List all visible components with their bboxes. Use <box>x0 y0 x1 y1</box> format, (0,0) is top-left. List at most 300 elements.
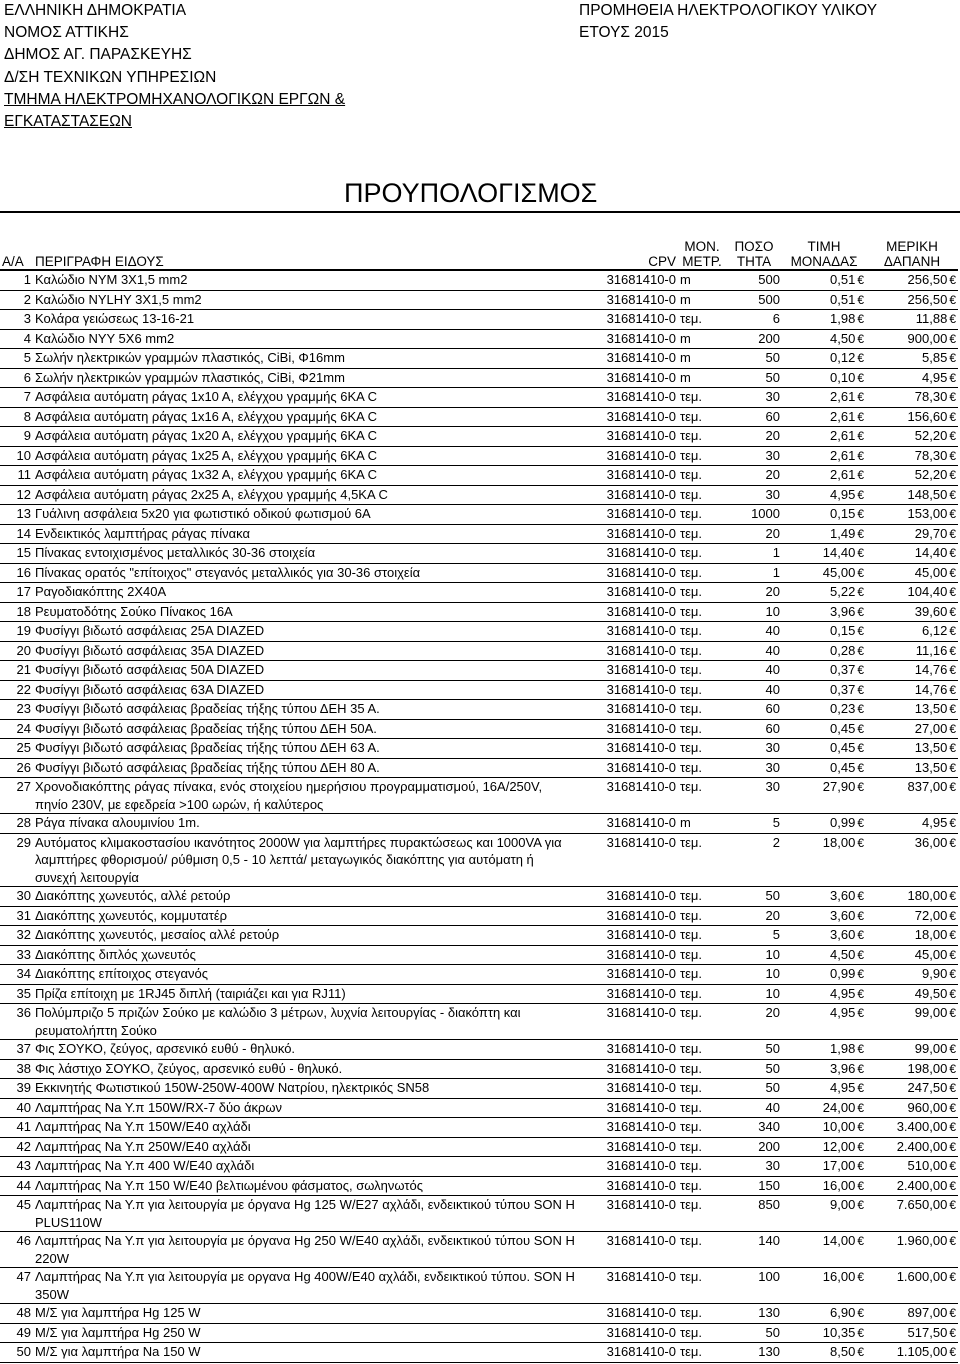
row-qty: 40 <box>726 641 782 661</box>
euro-icon: € <box>857 889 864 903</box>
row-partial-cost-value: 13,50 <box>914 701 948 716</box>
row-partial-cost-value: 39,60 <box>914 603 948 619</box>
row-cpv: 31681410-0 <box>578 1040 678 1060</box>
row-unit: τεμ. <box>678 833 726 887</box>
row-description: Ασφάλεια αυτόματη ράγας 1x16 A, ελέγχου γραμμής 6ΚΑ C <box>33 407 578 427</box>
row-description: Διακόπτης διπλός χωνευτός <box>33 945 578 965</box>
row-description: Ασφάλεια αυτόματη ράγας 1x32 A, ελέγχου γραμμής 6ΚΑ C <box>33 466 578 486</box>
row-unit: τεμ. <box>678 719 726 739</box>
row-cpv: 31681410-0 <box>578 1232 678 1268</box>
row-unit: τεμ. <box>678 407 726 427</box>
col-header-partial: ΜΕΡΙΚΗ ΔΑΠΑΝΗ <box>866 232 958 270</box>
row-unit-price-value: 0,15 <box>830 623 856 638</box>
row-number: 11 <box>0 466 33 486</box>
euro-icon: € <box>949 986 956 1001</box>
row-unit: τεμ. <box>678 583 726 603</box>
row-description: Χρονοδιακόπτης ράγας πίνακα, ενός στοιχείου ημερήσιου προγραμματισμού, 16A/250V, πηνίο 230V, με εφεδρεία >100 ωρών, ή καλύτερος <box>33 778 578 814</box>
table-row <box>0 583 958 603</box>
row-unit: τεμ. <box>678 661 726 681</box>
euro-icon: € <box>949 487 956 502</box>
row-description: Ασφάλεια αυτόματη ράγας 1x25 A, ελέγχου γραμμής 6ΚΑ C <box>33 446 578 466</box>
row-number: 49 <box>0 1323 33 1343</box>
euro-icon: € <box>949 448 956 463</box>
euro-icon: € <box>949 663 956 677</box>
row-qty: 20 <box>726 1004 782 1040</box>
row-unit-price <box>782 1098 866 1118</box>
row-number: 7 <box>0 388 33 408</box>
row-partial-cost <box>866 407 958 427</box>
row-qty: 200 <box>726 1137 782 1157</box>
euro-icon: € <box>949 1270 956 1284</box>
row-partial-cost <box>866 758 958 778</box>
row-unit-price <box>782 641 866 661</box>
table-row <box>0 1268 958 1304</box>
row-qty: 20 <box>726 524 782 544</box>
row-unit-price <box>782 622 866 642</box>
row-partial-cost-value: 99,00 <box>914 1005 948 1020</box>
row-unit-price-value: 0,28 <box>830 642 856 658</box>
row-partial-cost <box>866 926 958 946</box>
row-cpv: 31681410-0 <box>578 1098 678 1118</box>
row-partial-cost-value: 3.400,00 <box>896 1119 948 1134</box>
row-qty: 1 <box>726 563 782 583</box>
euro-icon: € <box>857 429 864 443</box>
row-unit-price <box>782 1176 866 1196</box>
euro-icon: € <box>949 1081 956 1095</box>
row-cpv: 31681410-0 <box>578 739 678 759</box>
euro-icon: € <box>857 663 864 677</box>
row-qty: 30 <box>726 778 782 814</box>
row-partial-cost-value: 13,50 <box>914 740 948 755</box>
table-row <box>0 1004 958 1040</box>
row-partial-cost <box>866 368 958 388</box>
row-unit: τεμ. <box>678 984 726 1004</box>
euro-icon: € <box>857 331 864 346</box>
row-description: Φυσίγγι βιδωτό ασφάλειας βραδείας τήξης τύπου ΔΕΗ 35 Α. <box>33 700 578 720</box>
row-partial-cost-value: 247,50 <box>907 1080 948 1095</box>
row-unit-price-value: 0,99 <box>830 966 856 981</box>
table-row <box>0 466 958 486</box>
euro-icon: € <box>857 390 864 404</box>
euro-icon: € <box>857 312 864 326</box>
row-number: 21 <box>0 661 33 681</box>
euro-icon: € <box>949 292 956 307</box>
table-row <box>0 1157 958 1177</box>
row-cpv: 31681410-0 <box>578 524 678 544</box>
euro-icon: € <box>857 1100 864 1115</box>
euro-icon: € <box>949 1006 956 1020</box>
row-partial-cost <box>866 906 958 926</box>
row-unit: τεμ. <box>678 700 726 720</box>
row-partial-cost-value: 9,90 <box>922 966 948 981</box>
euro-icon: € <box>857 448 864 463</box>
euro-icon: € <box>949 1234 956 1248</box>
row-cpv: 31681410-0 <box>578 1157 678 1177</box>
table-row <box>0 984 958 1004</box>
row-number: 50 <box>0 1343 33 1363</box>
row-partial-cost <box>866 661 958 681</box>
row-partial-cost-value: 13,50 <box>914 759 948 775</box>
row-cpv: 31681410-0 <box>578 290 678 310</box>
row-number: 26 <box>0 758 33 778</box>
row-partial-cost-value: 78,30 <box>914 447 948 463</box>
row-unit-price <box>782 1343 866 1363</box>
euro-icon: € <box>857 1325 864 1340</box>
row-partial-cost <box>866 583 958 603</box>
row-number: 39 <box>0 1079 33 1099</box>
row-cpv: 31681410-0 <box>578 984 678 1004</box>
row-unit: τεμ. <box>678 1004 726 1040</box>
table-row <box>0 1304 958 1324</box>
row-cpv: 31681410-0 <box>578 446 678 466</box>
row-cpv: 31681410-0 <box>578 505 678 525</box>
euro-icon: € <box>857 760 864 775</box>
row-cpv: 31681410-0 <box>578 906 678 926</box>
row-partial-cost <box>866 329 958 349</box>
row-partial-cost <box>866 310 958 330</box>
row-unit-price <box>782 719 866 739</box>
row-unit-price-value: 45,00 <box>822 564 856 580</box>
table-row <box>0 1079 958 1099</box>
euro-icon: € <box>949 947 956 962</box>
row-qty: 500 <box>726 290 782 310</box>
row-description: Μ/Σ για λαμπτήρα Na 150 W <box>33 1343 578 1363</box>
row-qty: 10 <box>726 965 782 985</box>
row-description: Φυσίγγι βιδωτό ασφάλειας βραδείας τήξης τύπου ΔΕΗ 63 Α. <box>33 739 578 759</box>
row-unit-price <box>782 778 866 814</box>
row-unit-price-value: 0,10 <box>830 369 856 385</box>
row-qty: 30 <box>726 1157 782 1177</box>
row-unit-price-value: 0,12 <box>830 350 856 365</box>
row-qty: 6 <box>726 310 782 330</box>
euro-icon: € <box>857 1345 864 1359</box>
euro-icon: € <box>949 643 956 658</box>
row-qty: 50 <box>726 1079 782 1099</box>
row-cpv: 31681410-0 <box>578 544 678 564</box>
row-number: 31 <box>0 906 33 926</box>
row-description: Διακόπτης χωνευτός, μεσαίος αλλέ ρετούρ <box>33 926 578 946</box>
euro-icon: € <box>857 526 864 541</box>
row-qty: 30 <box>726 758 782 778</box>
row-unit-price <box>782 310 866 330</box>
row-unit-price <box>782 485 866 505</box>
row-partial-cost <box>866 1343 958 1363</box>
row-unit-price-value: 16,00 <box>822 1177 856 1193</box>
row-number: 6 <box>0 368 33 388</box>
row-qty: 1000 <box>726 505 782 525</box>
row-description: Εκκινητής Φωτιστικού 150W-250W-400W Νατρίου, ηλεκτρικός SN58 <box>33 1079 578 1099</box>
euro-icon: € <box>949 1159 956 1173</box>
row-partial-cost-value: 27,00 <box>914 720 948 736</box>
row-unit-price <box>782 427 866 447</box>
table-row <box>0 719 958 739</box>
row-qty: 2 <box>726 833 782 887</box>
issuer-line: Δ/ΣΗ ΤΕΧΝΙΚΩΝ ΥΠΗΡΕΣΙΩΝ <box>4 68 217 86</box>
row-unit-price-value: 5,22 <box>830 584 856 599</box>
row-partial-cost <box>866 544 958 564</box>
table-row <box>0 310 958 330</box>
euro-icon: € <box>949 835 956 850</box>
row-partial-cost <box>866 427 958 447</box>
table-row <box>0 1232 958 1268</box>
row-partial-cost-value: 900,00 <box>907 330 948 346</box>
row-cpv: 31681410-0 <box>578 887 678 907</box>
row-partial-cost <box>866 466 958 486</box>
euro-icon: € <box>857 682 864 697</box>
euro-icon: € <box>949 370 956 385</box>
row-qty: 30 <box>726 739 782 759</box>
row-partial-cost <box>866 505 958 525</box>
row-partial-cost <box>866 349 958 369</box>
row-unit-price-value: 3,96 <box>830 1060 856 1076</box>
row-unit: τεμ. <box>678 524 726 544</box>
row-number: 48 <box>0 1304 33 1324</box>
row-number: 12 <box>0 485 33 505</box>
row-qty: 5 <box>726 926 782 946</box>
row-description: Φυσίγγι βιδωτό ασφάλειας βραδείας τήξης τύπου ΔΕΗ 50Α. <box>33 719 578 739</box>
row-unit-price-value: 24,00 <box>822 1099 856 1115</box>
row-number: 47 <box>0 1268 33 1304</box>
table-row <box>0 602 958 622</box>
row-partial-cost-value: 2.400,00 <box>896 1177 948 1193</box>
row-partial-cost <box>866 446 958 466</box>
row-cpv: 31681410-0 <box>578 1196 678 1232</box>
row-unit: m <box>678 814 726 834</box>
euro-icon: € <box>949 351 956 365</box>
row-partial-cost-value: 7.650,00 <box>896 1197 948 1212</box>
row-partial-cost <box>866 1004 958 1040</box>
row-description: Λαμπτήρας Na Y.π για λειτουργία με όργανα Hg 125 W/E27 αχλάδι, ενδεικτικού τύπου SON H PLUS110W <box>33 1196 578 1232</box>
row-partial-cost <box>866 965 958 985</box>
row-cpv: 31681410-0 <box>578 778 678 814</box>
euro-icon: € <box>857 604 864 619</box>
row-unit-price <box>782 1137 866 1157</box>
row-partial-cost-value: 6,12 <box>922 623 948 638</box>
row-unit: τεμ. <box>678 1098 726 1118</box>
row-partial-cost-value: 45,00 <box>914 564 948 580</box>
row-unit-price <box>782 466 866 486</box>
row-number: 24 <box>0 719 33 739</box>
row-description: Λαμπτήρας Na Y.π 150W/E40 αχλάδι <box>33 1118 578 1138</box>
table-row <box>0 739 958 759</box>
table-row <box>0 1040 958 1060</box>
euro-icon: € <box>949 682 956 697</box>
table-row <box>0 368 958 388</box>
row-cpv: 31681410-0 <box>578 1268 678 1304</box>
row-cpv: 31681410-0 <box>578 388 678 408</box>
row-partial-cost <box>866 1268 958 1304</box>
row-partial-cost <box>866 1304 958 1324</box>
row-description: Πολύμπριζο 5 πριζών Σούκο με καλώδιο 3 μέτρων, λυχνία λειτουργίας - διακόπτη και ρευματολήπτη Σούκο <box>33 1004 578 1040</box>
row-unit: τεμ. <box>678 778 726 814</box>
row-number: 42 <box>0 1137 33 1157</box>
row-qty: 30 <box>726 388 782 408</box>
row-unit: τεμ. <box>678 1137 726 1157</box>
row-unit: τεμ. <box>678 427 726 447</box>
issuer-line: ΔΗΜΟΣ ΑΓ. ΠΑΡΑΣΚΕΥΗΣ <box>4 46 192 64</box>
row-description: Λαμπτήρας Na Y.π 150 W/E40 βελτιωμένου φάσματος, σωληνωτός <box>33 1176 578 1196</box>
row-unit-price-value: 2,61 <box>830 467 856 482</box>
row-unit-price <box>782 1304 866 1324</box>
row-cpv: 31681410-0 <box>578 349 678 369</box>
row-number: 10 <box>0 446 33 466</box>
row-qty: 1 <box>726 544 782 564</box>
row-cpv: 31681410-0 <box>578 368 678 388</box>
row-description: Αυτόματος κλιμακοστασίου ικανότητος 2000W για λαμπτήρες πυρακτώσεως και 1000VA για λαμπτήρες φθορισμού/ ρύθμιση 0,5 - 10 λεπτά/ μεταγωγικός διακόπτης για αυτόματη ή συνεχή λειτουργία <box>33 833 578 887</box>
table-row <box>0 524 958 544</box>
row-unit-price <box>782 1323 866 1343</box>
row-number: 35 <box>0 984 33 1004</box>
euro-icon: € <box>857 1081 864 1095</box>
row-unit-price <box>782 833 866 887</box>
row-qty: 200 <box>726 329 782 349</box>
row-unit: m <box>678 368 726 388</box>
row-description: Μ/Σ για λαμπτήρα Hg 250 W <box>33 1323 578 1343</box>
table-row <box>0 814 958 834</box>
euro-icon: € <box>857 702 864 716</box>
row-partial-cost-value: 52,20 <box>914 428 948 443</box>
table-row <box>0 1196 958 1232</box>
row-unit: τεμ. <box>678 1304 726 1324</box>
row-unit-price-value: 2,61 <box>830 408 856 424</box>
row-partial-cost-value: 4,95 <box>922 815 948 830</box>
row-partial-cost <box>866 984 958 1004</box>
row-cpv: 31681410-0 <box>578 945 678 965</box>
row-cpv: 31681410-0 <box>578 1079 678 1099</box>
row-partial-cost-value: 14,76 <box>914 662 948 677</box>
row-unit: τεμ. <box>678 505 726 525</box>
row-description: Μ/Σ για λαμπτήρα Hg 125 W <box>33 1304 578 1324</box>
row-unit-price <box>782 1196 866 1232</box>
row-partial-cost-value: 256,50 <box>907 272 948 287</box>
row-qty: 130 <box>726 1343 782 1363</box>
row-unit-price-value: 27,90 <box>822 779 856 794</box>
row-number: 15 <box>0 544 33 564</box>
euro-icon: € <box>949 565 956 580</box>
row-unit-price <box>782 1157 866 1177</box>
row-unit: τεμ. <box>678 1232 726 1268</box>
euro-icon: € <box>857 780 864 794</box>
row-partial-cost <box>866 270 958 290</box>
row-partial-cost-value: 1.600,00 <box>896 1269 948 1284</box>
row-number: 37 <box>0 1040 33 1060</box>
issuer-line: ΕΓΚΑΤΑΣΤΑΣΕΩΝ <box>4 113 132 131</box>
row-unit-price-value: 0,51 <box>830 272 856 287</box>
row-unit-price <box>782 1232 866 1268</box>
euro-icon: € <box>949 721 956 736</box>
row-partial-cost-value: 897,00 <box>907 1305 948 1320</box>
row-partial-cost-value: 5,85 <box>922 350 948 365</box>
euro-icon: € <box>949 604 956 619</box>
row-unit-price-value: 0,51 <box>830 291 856 307</box>
euro-icon: € <box>949 526 956 541</box>
euro-icon: € <box>949 928 956 942</box>
row-unit-price-value: 14,00 <box>822 1233 856 1248</box>
row-description: Ασφάλεια αυτόματη ράγας 2x25 A, ελέγχου γραμμής 4,5ΚΑ C <box>33 485 578 505</box>
row-partial-cost <box>866 1118 958 1138</box>
row-number: 1 <box>0 270 33 290</box>
row-partial-cost-value: 517,50 <box>907 1324 948 1340</box>
row-cpv: 31681410-0 <box>578 427 678 447</box>
table-row <box>0 388 958 408</box>
row-unit-price-value: 0,45 <box>830 740 856 755</box>
row-unit-price <box>782 739 866 759</box>
issuer-block <box>4 0 345 133</box>
euro-icon: € <box>857 1198 864 1212</box>
row-partial-cost <box>866 388 958 408</box>
row-partial-cost-value: 148,50 <box>907 486 948 502</box>
row-cpv: 31681410-0 <box>578 1137 678 1157</box>
row-unit: τεμ. <box>678 1196 726 1232</box>
row-qty: 30 <box>726 485 782 505</box>
row-unit-price-value: 14,40 <box>822 545 856 560</box>
row-partial-cost-value: 18,00 <box>914 927 948 942</box>
euro-icon: € <box>949 816 956 830</box>
euro-icon: € <box>857 1234 864 1248</box>
row-unit: τεμ. <box>678 1079 726 1099</box>
row-unit: τεμ. <box>678 1343 726 1363</box>
euro-icon: € <box>949 273 956 287</box>
row-description: Πίνακας ορατός "επίτοιχος" στεγανός μεταλλικός για 30-36 στοιχεία <box>33 563 578 583</box>
row-unit-price-value: 4,95 <box>830 486 856 502</box>
row-qty: 40 <box>726 1098 782 1118</box>
title-divider <box>0 211 960 213</box>
table-row <box>0 661 958 681</box>
row-unit-price-value: 0,45 <box>830 720 856 736</box>
row-unit-price-value: 3,96 <box>830 603 856 619</box>
row-unit-price-value: 12,00 <box>822 1138 856 1154</box>
row-number: 46 <box>0 1232 33 1268</box>
row-description: Διακόπτης επίτοιχος στεγανός <box>33 965 578 985</box>
row-unit-price <box>782 758 866 778</box>
euro-icon: € <box>949 1139 956 1154</box>
row-description: Φυσίγγι βιδωτό ασφάλειας 50Α DIAZED <box>33 661 578 681</box>
row-unit-price-value: 8,50 <box>830 1344 856 1359</box>
row-description: Πίνακας εντοιχισμένος μεταλλικός 30-36 στοιχεία <box>33 544 578 564</box>
row-unit-price-value: 4,95 <box>830 985 856 1001</box>
euro-icon: € <box>857 1061 864 1076</box>
row-partial-cost-value: 4,95 <box>922 369 948 385</box>
table-row <box>0 887 958 907</box>
row-partial-cost <box>866 290 958 310</box>
row-partial-cost-value: 11,16 <box>915 642 948 658</box>
row-description: Καλώδιο NYY 5X6 mm2 <box>33 329 578 349</box>
euro-icon: € <box>949 1198 956 1212</box>
euro-icon: € <box>857 721 864 736</box>
row-cpv: 31681410-0 <box>578 1343 678 1363</box>
row-partial-cost <box>866 945 958 965</box>
row-qty: 50 <box>726 1323 782 1343</box>
row-qty: 40 <box>726 680 782 700</box>
table-row <box>0 1176 958 1196</box>
row-unit-price <box>782 524 866 544</box>
col-header-qty: ΠΟΣΟ ΤΗΤΑ <box>726 232 782 270</box>
row-number: 30 <box>0 887 33 907</box>
row-qty: 340 <box>726 1118 782 1138</box>
row-unit-price <box>782 1004 866 1040</box>
row-unit-price <box>782 1059 866 1079</box>
table-row <box>0 1098 958 1118</box>
row-description: Κολάρα γειώσεως 13-16-21 <box>33 310 578 330</box>
euro-icon: € <box>857 585 864 599</box>
row-unit-price-value: 0,23 <box>830 701 856 716</box>
row-qty: 50 <box>726 368 782 388</box>
row-unit-price <box>782 906 866 926</box>
euro-icon: € <box>949 390 956 404</box>
row-qty: 100 <box>726 1268 782 1304</box>
row-partial-cost <box>866 602 958 622</box>
row-number: 9 <box>0 427 33 447</box>
